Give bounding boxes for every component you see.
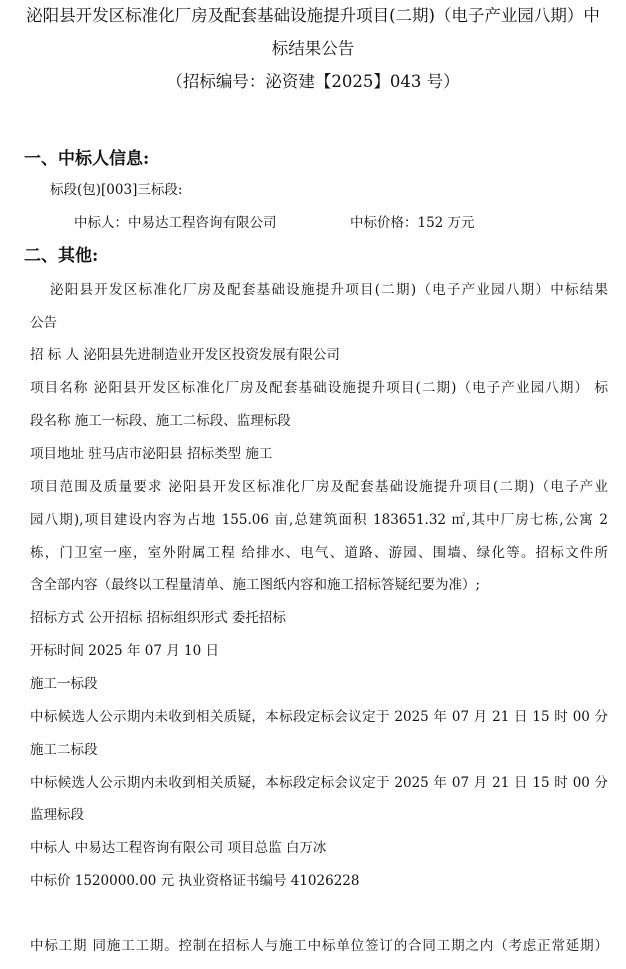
detail-line: 招标方式 公开招标 招标组织形式 委托招标 [30, 610, 286, 626]
page-title-line2: 标结果公告 [271, 39, 355, 58]
detail-line: 项目范围及质量要求 泌阳县开发区标准化厂房及配套基础设施提升项目(二期)（电子产业 [30, 479, 608, 495]
detail-line: 公告 [30, 315, 57, 331]
detail-line: 中标候选人公示期内未收到相关质疑，本标段定标会议定于 2025 年 07 月 21 日 15 时 00 分 [30, 709, 608, 725]
detail-line: 中标人 中易达工程咨询有限公司 项目总监 白万冰 [30, 840, 327, 856]
detail-line: 施工二标段 [30, 742, 98, 758]
section-heading-other: 二、其他: [24, 246, 99, 266]
detail-line: 段名称 施工一标段、施工二标段、监理标段 [30, 413, 291, 429]
detail-line: 项目地址 驻马店市泌阳县 招标类型 施工 [30, 446, 273, 462]
lot-label: 标段(包)[003]三标段: [50, 182, 183, 198]
bid-number: （招标编号：泌资建【2025】043 号） [166, 72, 460, 91]
detail-line: 中标价 1520000.00 元 执业资格证书编号 41026228 [30, 873, 360, 889]
detail-line: 施工一标段 [30, 676, 98, 692]
detail-line: 栋，门卫室一座，室外附属工程 给排水、电气、道路、游园、围墙、绿化等。招标文件所 [30, 545, 608, 561]
detail-line: 园八期),项目建设内容为占地 155.06 亩,总建筑面积 183651.32 ㎡,其中厂房七栋,公寓 2 [30, 512, 608, 528]
detail-line: 开标时间 2025 年 07 月 10 日 [30, 643, 219, 659]
section-heading-winner-info: 一、中标人信息: [24, 149, 150, 169]
detail-line: 中标工期 同施工工期。控制在招标人与施工中标单位签订的合同工期之内（考虑正常延期） [30, 938, 608, 954]
detail-line: 监理标段 [30, 807, 84, 823]
detail-line: 项目名称 泌阳县开发区标准化厂房及配套基础设施提升项目(二期)（电子产业园八期） 标 [30, 380, 608, 396]
winner-price: 中标价格：152 万元 [350, 215, 475, 231]
page-title-line1: 泌阳县开发区标准化厂房及配套基础设施提升项目(二期)（电子产业园八期）中 [26, 6, 600, 25]
winner-name: 中标人：中易达工程咨询有限公司 [74, 215, 277, 231]
detail-line: 中标候选人公示期内未收到相关质疑，本标段定标会议定于 2025 年 07 月 21 日 15 时 00 分 [30, 775, 608, 791]
detail-line: 含全部内容（最终以工程量清单、施工图纸内容和施工招标答疑纪要为准）; [30, 577, 481, 593]
detail-line: 招 标 人 泌阳县先进制造业开发区投资发展有限公司 [30, 347, 340, 363]
detail-line: 泌阳县开发区标准化厂房及配套基础设施提升项目(二期)（电子产业园八期）中标结果 [50, 282, 608, 298]
